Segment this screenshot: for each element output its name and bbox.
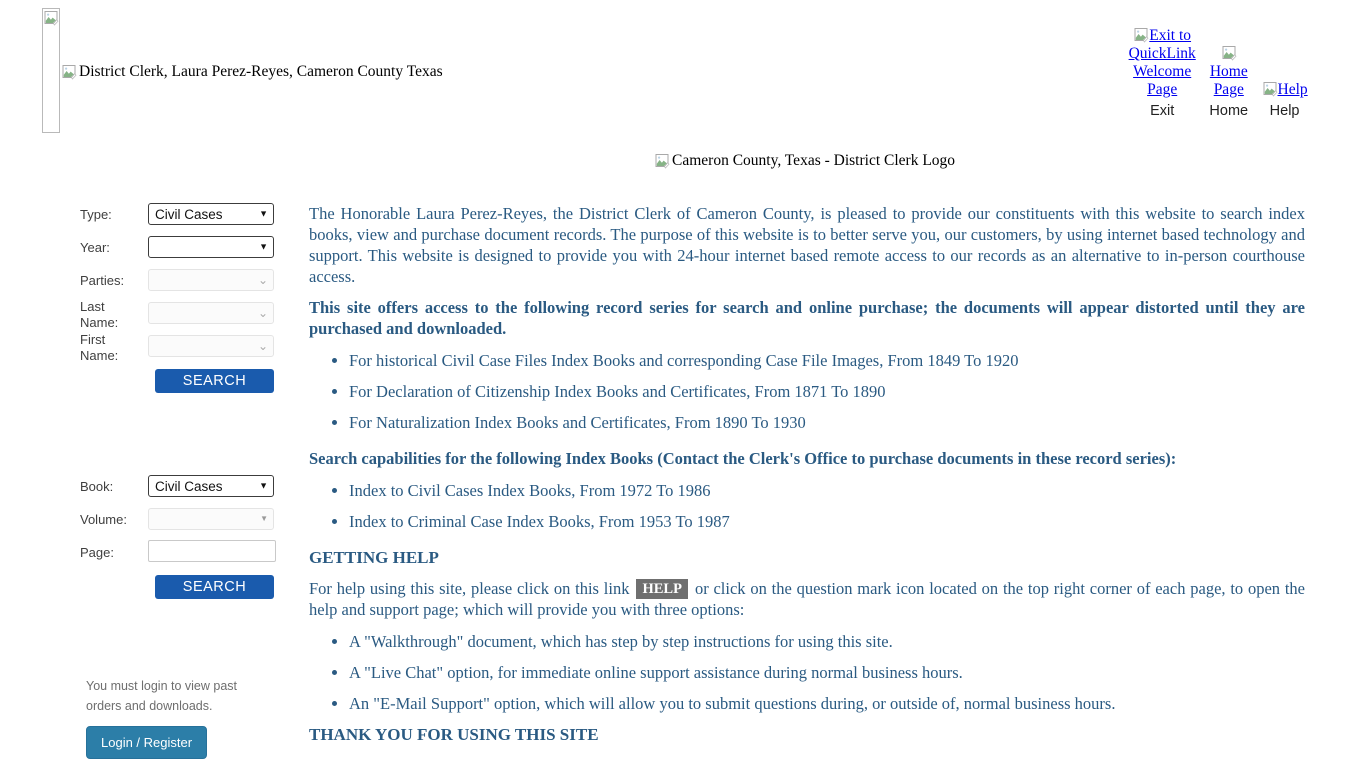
list-item: • Index to Civil Cases Index Books, From 1972 To 1986 [349, 480, 1305, 501]
exit-link[interactable]: Exit to QuickLink Welcome Page [1128, 27, 1196, 98]
help-link-group [1259, 81, 1310, 119]
page-label: Page: [80, 545, 114, 560]
volume-select [148, 508, 274, 530]
exit-link-group [1126, 27, 1198, 119]
search-capabilities-heading: Search capabilities for the following Index Books (Contact the Clerk's Office to purchase documents in these record series): [309, 449, 1177, 468]
record-series-list [309, 350, 1305, 433]
year-select[interactable] [148, 236, 274, 258]
help-options-list [309, 631, 1305, 714]
broken-image-icon [43, 10, 59, 26]
book-select[interactable] [148, 475, 274, 497]
county-logo [654, 152, 955, 170]
type-select[interactable] [148, 203, 274, 225]
broken-image-icon [1262, 81, 1278, 97]
thank-you-heading: THANK YOU FOR USING THIS SITE [309, 725, 599, 744]
district-clerk-banner [61, 63, 443, 81]
chevron-down-icon: ▼ [259, 241, 268, 252]
chevron-down-icon: ⌄ [257, 339, 268, 353]
chevron-down-icon: ⌄ [257, 273, 268, 287]
header-links [1126, 25, 1310, 119]
type-label: Type: [80, 207, 112, 222]
help-text-before: For help using this site, please click on this link [309, 579, 630, 598]
help-text-after: or click on the question mark icon located on the top right corner of each page, to open the help and support page; which will provide you with three options: [309, 579, 1305, 619]
chevron-down-icon: ▼ [260, 514, 268, 523]
book-label: Book: [80, 479, 114, 494]
help-badge-button[interactable]: HELP [636, 579, 687, 599]
list-item: • For Naturalization Index Books and Certificates, From 1890 To 1930 [349, 412, 1305, 433]
last-name-select [148, 302, 274, 324]
broken-banner-placeholder [42, 8, 60, 133]
parties-select [148, 269, 274, 291]
broken-image-icon [1221, 45, 1237, 61]
getting-help-heading: GETTING HELP [309, 548, 439, 567]
parties-label: Parties: [80, 273, 125, 288]
first-name-label: First Name: [80, 332, 119, 363]
broken-image-icon [61, 64, 77, 80]
page-input[interactable] [148, 540, 276, 562]
list-item: • Index to Criminal Case Index Books, From 1953 To 1987 [349, 511, 1305, 532]
login-message: You must login to view past orders and downloads. [86, 679, 238, 713]
book-search-button[interactable]: SEARCH [155, 575, 274, 599]
list-item: • A "Walkthrough" document, which has step by step instructions for using this site. [349, 631, 1305, 652]
exit-caption: Exit [1150, 103, 1175, 119]
banner-alt-text: District Clerk, Laura Perez-Reyes, Cameron County Texas [79, 63, 443, 80]
first-name-select [148, 335, 274, 357]
list-item: • An "E-Mail Support" option, which will allow you to submit questions during, or outside of, normal business hours. [349, 693, 1305, 714]
chevron-down-icon: ⌄ [257, 306, 268, 320]
search-sidebar [0, 195, 300, 768]
help-caption: Help [1269, 103, 1300, 119]
list-item: • For Declaration of Citizenship Index Books and Certificates, From 1871 To 1890 [349, 381, 1305, 402]
record-series-heading: This site offers access to the following record series for search and online purchase; the documents will appear distorted until they are purchased and downloaded. [309, 298, 1305, 338]
home-link[interactable]: Home Page [1203, 45, 1254, 99]
help-link[interactable]: Help [1262, 81, 1308, 99]
search-capabilities-list [309, 480, 1305, 532]
last-name-label: Last Name: [80, 299, 119, 330]
year-label: Year: [80, 240, 110, 255]
volume-label: Volume: [80, 512, 127, 527]
home-caption: Home [1209, 103, 1249, 119]
home-link-group [1203, 45, 1254, 119]
list-item: • A "Live Chat" option, for immediate online support assistance during normal business hours. [349, 662, 1305, 683]
logo-alt-text: Cameron County, Texas - District Clerk Logo [672, 152, 956, 169]
login-register-button[interactable]: Login / Register [86, 726, 207, 759]
broken-image-icon [654, 153, 670, 169]
chevron-down-icon: ▼ [259, 480, 268, 491]
chevron-down-icon: ▼ [259, 208, 268, 219]
intro-paragraph: The Honorable Laura Perez-Reyes, the District Clerk of Cameron County, is pleased to provide our constituents with this website to search index books, view and purchase document records. The purpose of this website is to better serve you, our customers, by using internet based technology and support. This website is designed to provide you with 24-hour internet based remote access to our records as an alternative to in-person courthouse access. [309, 204, 1305, 286]
case-search-button[interactable]: SEARCH [155, 369, 274, 393]
broken-image-icon [1133, 27, 1149, 43]
list-item: • For historical Civil Case Files Index Books and corresponding Case File Images, From 1849 To 1920 [349, 350, 1305, 371]
help-paragraph [309, 578, 1305, 620]
main-content [309, 195, 1305, 755]
